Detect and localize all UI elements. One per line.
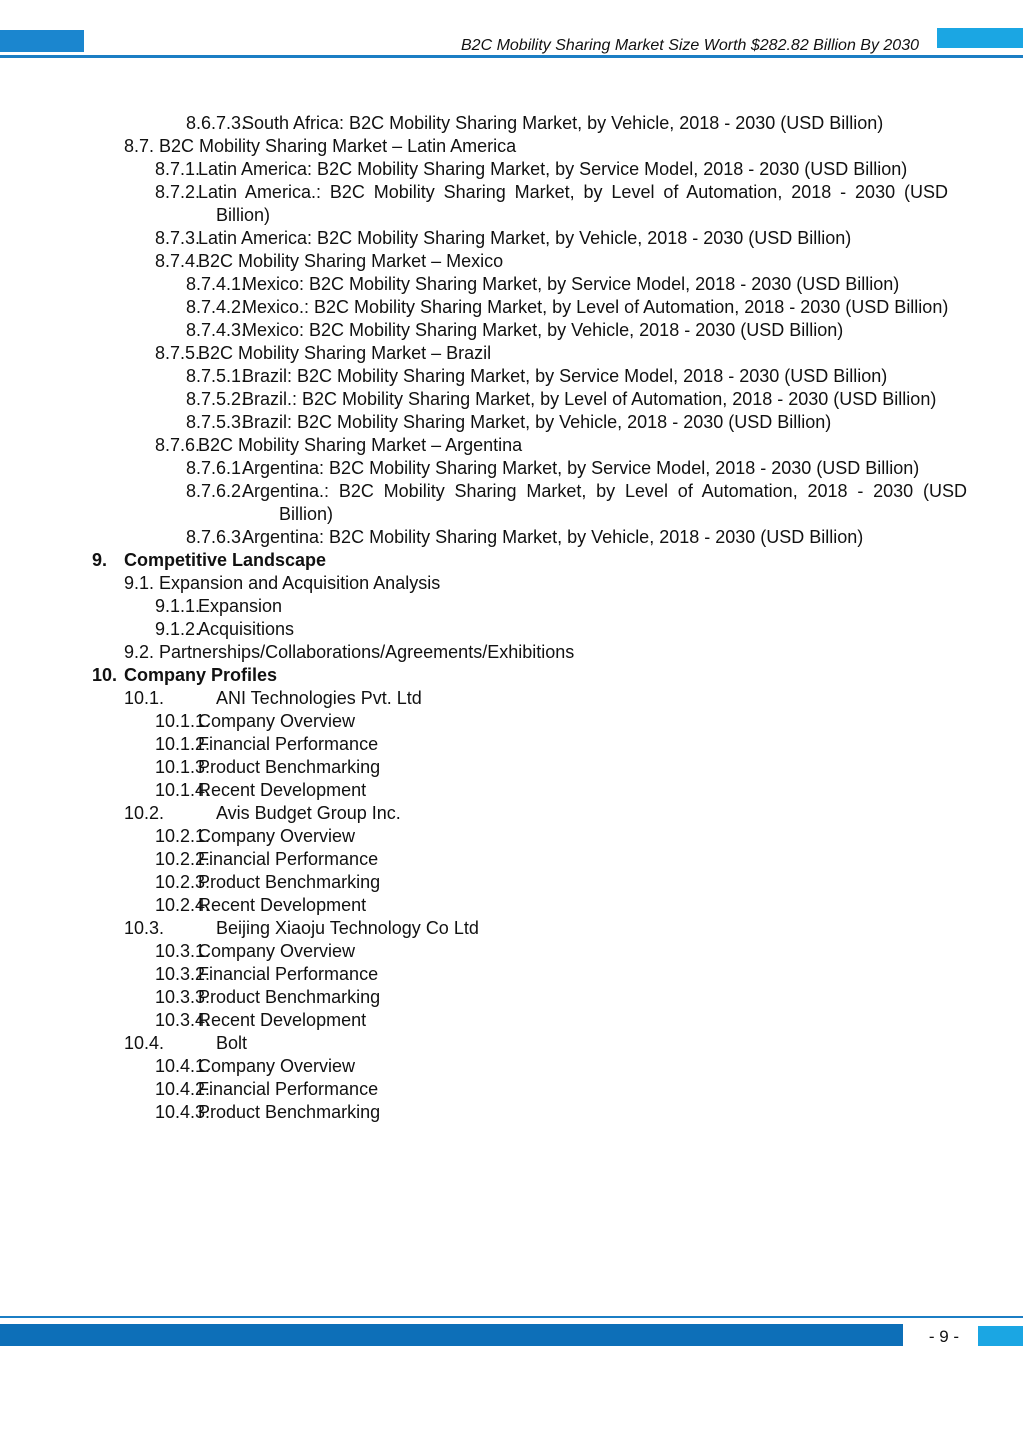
toc-entry bbox=[0, 641, 1023, 664]
toc-entry bbox=[0, 457, 1023, 480]
toc-entry bbox=[0, 388, 1023, 411]
toc-entry-title: Product Benchmarking bbox=[198, 872, 381, 892]
toc-entry bbox=[0, 664, 1023, 687]
toc-entry-title: ANI Technologies Pvt. Ltd bbox=[216, 688, 422, 708]
header-accent-block-left bbox=[0, 30, 84, 52]
toc-entry-number: 9. bbox=[92, 550, 108, 570]
toc-entry-number: 8.7.5. bbox=[155, 343, 201, 363]
toc-entry-title: Acquisitions bbox=[198, 619, 295, 639]
toc-entry-number: 10. bbox=[92, 665, 118, 685]
toc-entry-title: Competitive Landscape bbox=[124, 550, 327, 570]
page-number: - 9 - bbox=[928, 1327, 960, 1346]
running-header-title: B2C Mobility Sharing Market Size Worth $282.82 Billion By 2030 bbox=[461, 37, 919, 54]
toc-entry bbox=[0, 181, 1023, 227]
toc-entry-number: 10.1.4. bbox=[155, 780, 211, 800]
toc-entry bbox=[0, 848, 1023, 871]
toc-entry-number: 10.3.1. bbox=[155, 941, 211, 961]
footer-bar bbox=[0, 1324, 903, 1346]
toc-entry-title: Brazil: B2C Mobility Sharing Market, by Service Model, 2018 - 2030 (USD Billion) bbox=[242, 366, 888, 386]
toc-entry-number: 8.7.1. bbox=[155, 159, 201, 179]
toc-entry-number: 10.2.2. bbox=[155, 849, 211, 869]
toc-entry-number: 10.2.1. bbox=[155, 826, 211, 846]
toc-entry bbox=[0, 756, 1023, 779]
toc-entry-number: 8.7.6.3. bbox=[186, 527, 247, 547]
toc-entry bbox=[0, 480, 1023, 526]
toc-entry bbox=[0, 825, 1023, 848]
toc-entry-title: 9.1. Expansion and Acquisition Analysis bbox=[124, 573, 441, 593]
toc-entry-title: Product Benchmarking bbox=[198, 1102, 381, 1122]
toc-entry bbox=[0, 1078, 1023, 1101]
toc-entry bbox=[0, 549, 1023, 572]
toc-entry bbox=[0, 135, 1023, 158]
toc-entry-number: 8.7.4. bbox=[155, 251, 201, 271]
toc-entry bbox=[0, 572, 1023, 595]
toc-entry bbox=[0, 227, 1023, 250]
toc-entry-title: Company Overview bbox=[198, 711, 356, 731]
toc-entry bbox=[0, 618, 1023, 641]
toc-entry bbox=[0, 319, 1023, 342]
toc-entry bbox=[0, 595, 1023, 618]
toc-entry-title: Recent Development bbox=[198, 780, 367, 800]
toc-entry-number: 8.7.6.2. bbox=[186, 481, 247, 501]
toc-entry bbox=[0, 1009, 1023, 1032]
toc-entry-title: Brazil.: B2C Mobility Sharing Market, by Level of Automation, 2018 - 2030 (USD Billion) bbox=[242, 389, 937, 409]
toc-entry-title: Bolt bbox=[216, 1033, 248, 1053]
toc-entry-number: 10.2.4. bbox=[155, 895, 211, 915]
toc-entry-title: Company Overview bbox=[198, 941, 356, 961]
toc-entry-title: Brazil: B2C Mobility Sharing Market, by Vehicle, 2018 - 2030 (USD Billion) bbox=[242, 412, 832, 432]
toc-entry-number: 10.4.2. bbox=[155, 1079, 211, 1099]
toc-entry-title: Financial Performance bbox=[198, 734, 379, 754]
toc-entry-number: 10.3.4. bbox=[155, 1010, 211, 1030]
toc-entry-title: Product Benchmarking bbox=[198, 757, 381, 777]
toc-entry bbox=[0, 986, 1023, 1009]
toc-entry bbox=[0, 112, 1023, 135]
toc-entry-number: 10.4.3. bbox=[155, 1102, 211, 1122]
footer-rule bbox=[0, 1316, 1023, 1318]
toc-entry-title: Latin America.: B2C Mobility Sharing Market, by Level of Automation, 2018 - 2030 (USD Billion) bbox=[198, 182, 948, 225]
toc-entry-title: Recent Development bbox=[198, 895, 367, 915]
toc-entry bbox=[0, 779, 1023, 802]
toc-entry bbox=[0, 871, 1023, 894]
toc-entry bbox=[0, 802, 1023, 825]
toc-entry-title: Expansion bbox=[198, 596, 283, 616]
toc-entry-number: 10.3. bbox=[124, 918, 165, 938]
toc-entry-title: Avis Budget Group Inc. bbox=[216, 803, 401, 823]
toc-entry-title: Mexico: B2C Mobility Sharing Market, by Vehicle, 2018 - 2030 (USD Billion) bbox=[242, 320, 844, 340]
toc-entry-title: B2C Mobility Sharing Market – Argentina bbox=[198, 435, 523, 455]
toc-entry-title: Company Profiles bbox=[124, 665, 278, 685]
toc-entry bbox=[0, 710, 1023, 733]
toc-entry-title: South Africa: B2C Mobility Sharing Market, by Vehicle, 2018 - 2030 (USD Billion) bbox=[242, 113, 884, 133]
toc-entry-title: Mexico.: B2C Mobility Sharing Market, by Level of Automation, 2018 - 2030 (USD Billion) bbox=[242, 297, 949, 317]
toc-entry-number: 8.7.5.3. bbox=[186, 412, 247, 432]
toc-entry-title: Product Benchmarking bbox=[198, 987, 381, 1007]
toc-entry-title: Financial Performance bbox=[198, 849, 379, 869]
toc-entry-title: Company Overview bbox=[198, 1056, 356, 1076]
header-rule bbox=[0, 55, 1023, 58]
footer-accent-block-right bbox=[978, 1326, 1023, 1346]
toc-entry-number: 10.1.3. bbox=[155, 757, 211, 777]
toc-entry bbox=[0, 250, 1023, 273]
header-accent-block-right bbox=[937, 28, 1023, 48]
toc-entry-number: 10.3.2. bbox=[155, 964, 211, 984]
toc-entry bbox=[0, 434, 1023, 457]
toc-entry-title: Recent Development bbox=[198, 1010, 367, 1030]
toc-entry bbox=[0, 411, 1023, 434]
toc-entry-number: 8.7.3. bbox=[155, 228, 201, 248]
toc-entry bbox=[0, 296, 1023, 319]
toc-entry-title: Financial Performance bbox=[198, 1079, 379, 1099]
toc-entry bbox=[0, 963, 1023, 986]
toc-entry-number: 8.7.5.1. bbox=[186, 366, 247, 386]
toc-entry-title: Company Overview bbox=[198, 826, 356, 846]
toc-entry-number: 10.1.1. bbox=[155, 711, 211, 731]
table-of-contents bbox=[0, 112, 1023, 1124]
toc-entry bbox=[0, 1101, 1023, 1124]
toc-entry-number: 8.7.6.1. bbox=[186, 458, 247, 478]
toc-entry bbox=[0, 940, 1023, 963]
toc-entry-number: 9.1.1. bbox=[155, 596, 201, 616]
toc-entry bbox=[0, 1055, 1023, 1078]
toc-entry bbox=[0, 894, 1023, 917]
toc-entry-number: 10.4.1. bbox=[155, 1056, 211, 1076]
toc-entry-number: 10.4. bbox=[124, 1033, 165, 1053]
toc-entry-number: 8.7.5.2. bbox=[186, 389, 247, 409]
toc-entry-number: 9.1.2. bbox=[155, 619, 201, 639]
toc-entry bbox=[0, 342, 1023, 365]
toc-entry-number: 8.6.7.3. bbox=[186, 113, 247, 133]
toc-entry-number: 8.7.2. bbox=[155, 182, 201, 202]
toc-entry-title: 9.2. Partnerships/Collaborations/Agreements/Exhibitions bbox=[124, 642, 575, 662]
toc-entry bbox=[0, 273, 1023, 296]
toc-entry bbox=[0, 687, 1023, 710]
toc-entry-title: Financial Performance bbox=[198, 964, 379, 984]
toc-entry-title: Latin America: B2C Mobility Sharing Market, by Service Model, 2018 - 2030 (USD Billion) bbox=[198, 159, 908, 179]
toc-entry-title: Latin America: B2C Mobility Sharing Market, by Vehicle, 2018 - 2030 (USD Billion) bbox=[198, 228, 852, 248]
toc-entry bbox=[0, 1032, 1023, 1055]
toc-entry-title: Argentina: B2C Mobility Sharing Market, by Vehicle, 2018 - 2030 (USD Billion) bbox=[242, 527, 864, 547]
toc-entry-title: B2C Mobility Sharing Market – Mexico bbox=[198, 251, 504, 271]
toc-entry-number: 8.7.4.1. bbox=[186, 274, 247, 294]
toc-entry-number: 10.2.3. bbox=[155, 872, 211, 892]
toc-entry-number: 10.3.3. bbox=[155, 987, 211, 1007]
toc-entry bbox=[0, 158, 1023, 181]
toc-entry bbox=[0, 917, 1023, 940]
toc-entry-title: Beijing Xiaoju Technology Co Ltd bbox=[216, 918, 479, 938]
toc-entry bbox=[0, 733, 1023, 756]
toc-entry-title: Mexico: B2C Mobility Sharing Market, by Service Model, 2018 - 2030 (USD Billion) bbox=[242, 274, 900, 294]
toc-entry bbox=[0, 365, 1023, 388]
toc-entry-title: B2C Mobility Sharing Market – Brazil bbox=[198, 343, 492, 363]
toc-entry-title: Argentina.: B2C Mobility Sharing Market, by Level of Automation, 2018 - 2030 (USD Billion) bbox=[242, 481, 967, 524]
toc-entry-number: 8.7.6. bbox=[155, 435, 201, 455]
toc-entry-number: 10.1.2. bbox=[155, 734, 211, 754]
toc-entry-number: 10.1. bbox=[124, 688, 165, 708]
toc-entry-number: 8.7.4.3. bbox=[186, 320, 247, 340]
toc-entry-title: 8.7. B2C Mobility Sharing Market – Latin America bbox=[124, 136, 517, 156]
toc-entry bbox=[0, 526, 1023, 549]
toc-entry-number: 10.2. bbox=[124, 803, 165, 823]
toc-entry-title: Argentina: B2C Mobility Sharing Market, by Service Model, 2018 - 2030 (USD Billion) bbox=[242, 458, 920, 478]
toc-entry-number: 8.7.4.2. bbox=[186, 297, 247, 317]
